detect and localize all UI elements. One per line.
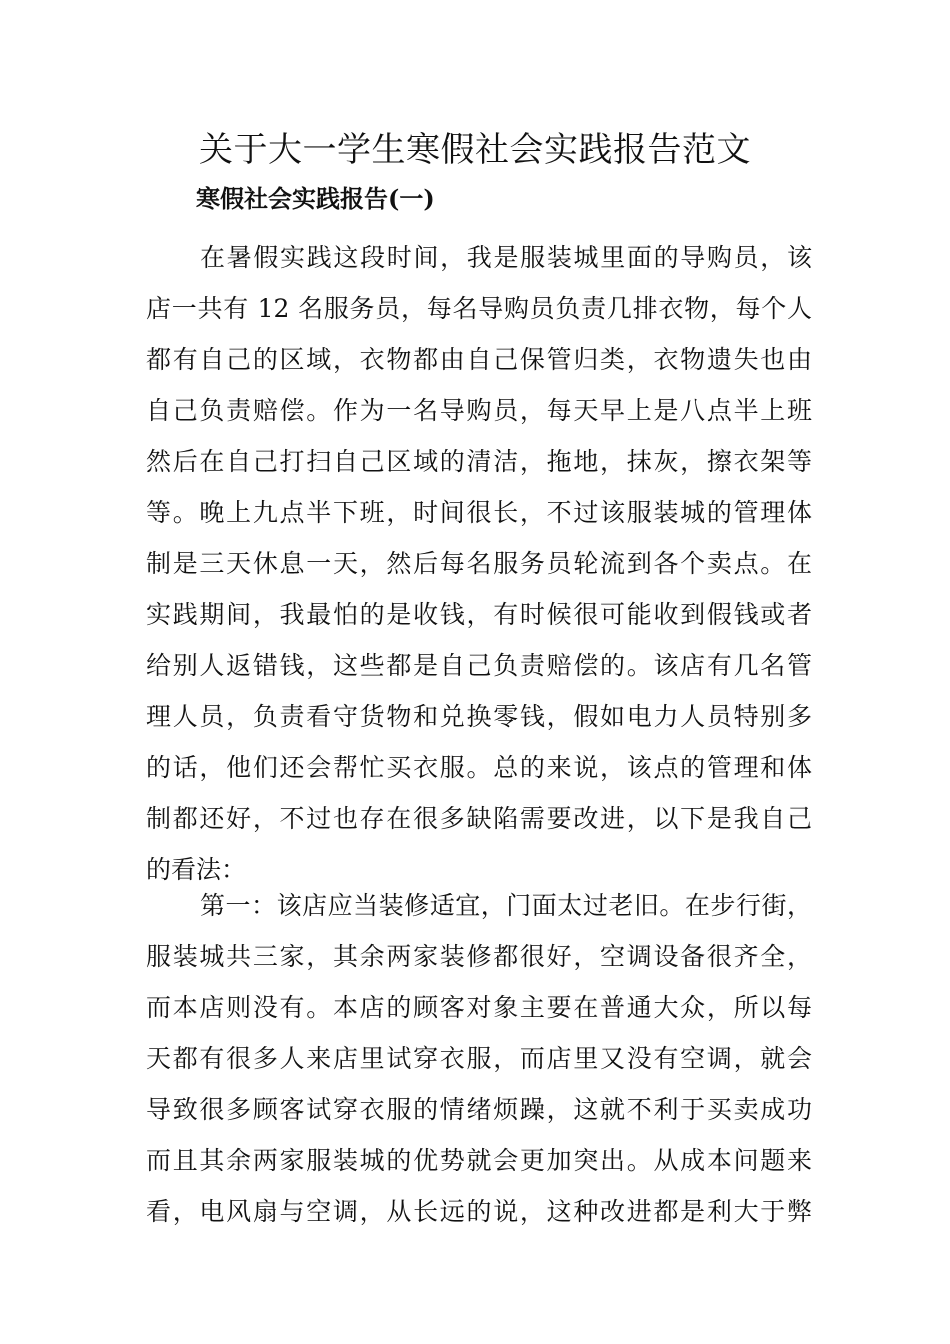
text-line: 制都还好，不过也存在很多缺陷需要改进，以下是我自己 <box>146 804 812 833</box>
text-line: 店一共有 12 名服务员，每名导购员负责几排衣物，每个人 <box>146 294 812 323</box>
text-line: 制是三天休息一天，然后每名服务员轮流到各个卖点。在 <box>146 549 812 578</box>
text-line: 都有自己的区域，衣物都由自己保管归类，衣物遗失也由 <box>146 345 812 374</box>
text-line: 天都有很多人来店里试穿衣服，而店里又没有空调，就会 <box>146 1044 812 1073</box>
text-line: 而且其余两家服装城的优势就会更加突出。从成本问题来 <box>146 1146 812 1175</box>
text-line: 导致很多顾客试穿衣服的情绪烦躁，这就不利于买卖成功 <box>146 1095 812 1124</box>
text-line: 的看法： <box>146 855 247 884</box>
paragraph-2 <box>146 880 812 1237</box>
text-line: 的话，他们还会帮忙买衣服。总的来说，该点的管理和体 <box>146 753 812 782</box>
text-line: 然后在自己打扫自己区域的清洁，拖地，抹灰，擦衣架等 <box>146 447 812 476</box>
text-line: 实践期间，我最怕的是收钱，有时候很可能收到假钱或者 <box>146 600 812 629</box>
document-subtitle: 寒假社会实践报告(一) <box>196 184 435 213</box>
text-line: 而本店则没有。本店的顾客对象主要在普通大众，所以每 <box>146 993 812 1022</box>
text-line: 给别人返错钱，这些都是自己负责赔偿的。该店有几名管 <box>146 651 812 680</box>
text-line: 看，电风扇与空调，从长远的说，这种改进都是利大于弊 <box>146 1197 812 1226</box>
text-line: 第一：该店应当装修适宜，门面太过老旧。在步行街， <box>200 891 812 920</box>
text-line: 在暑假实践这段时间，我是服装城里面的导购员，该 <box>200 243 812 272</box>
text-line: 自己负责赔偿。作为一名导购员，每天早上是八点半上班 <box>146 396 812 425</box>
text-line: 等。晚上九点半下班，时间很长，不过该服装城的管理体 <box>146 498 812 527</box>
text-line: 服装城共三家，其余两家装修都很好，空调设备很齐全， <box>146 942 812 971</box>
paragraph-1 <box>146 232 812 895</box>
document-title: 关于大一学生寒假社会实践报告范文 <box>199 130 751 170</box>
text-line: 理人员，负责看守货物和兑换零钱，假如电力人员特别多 <box>146 702 812 731</box>
